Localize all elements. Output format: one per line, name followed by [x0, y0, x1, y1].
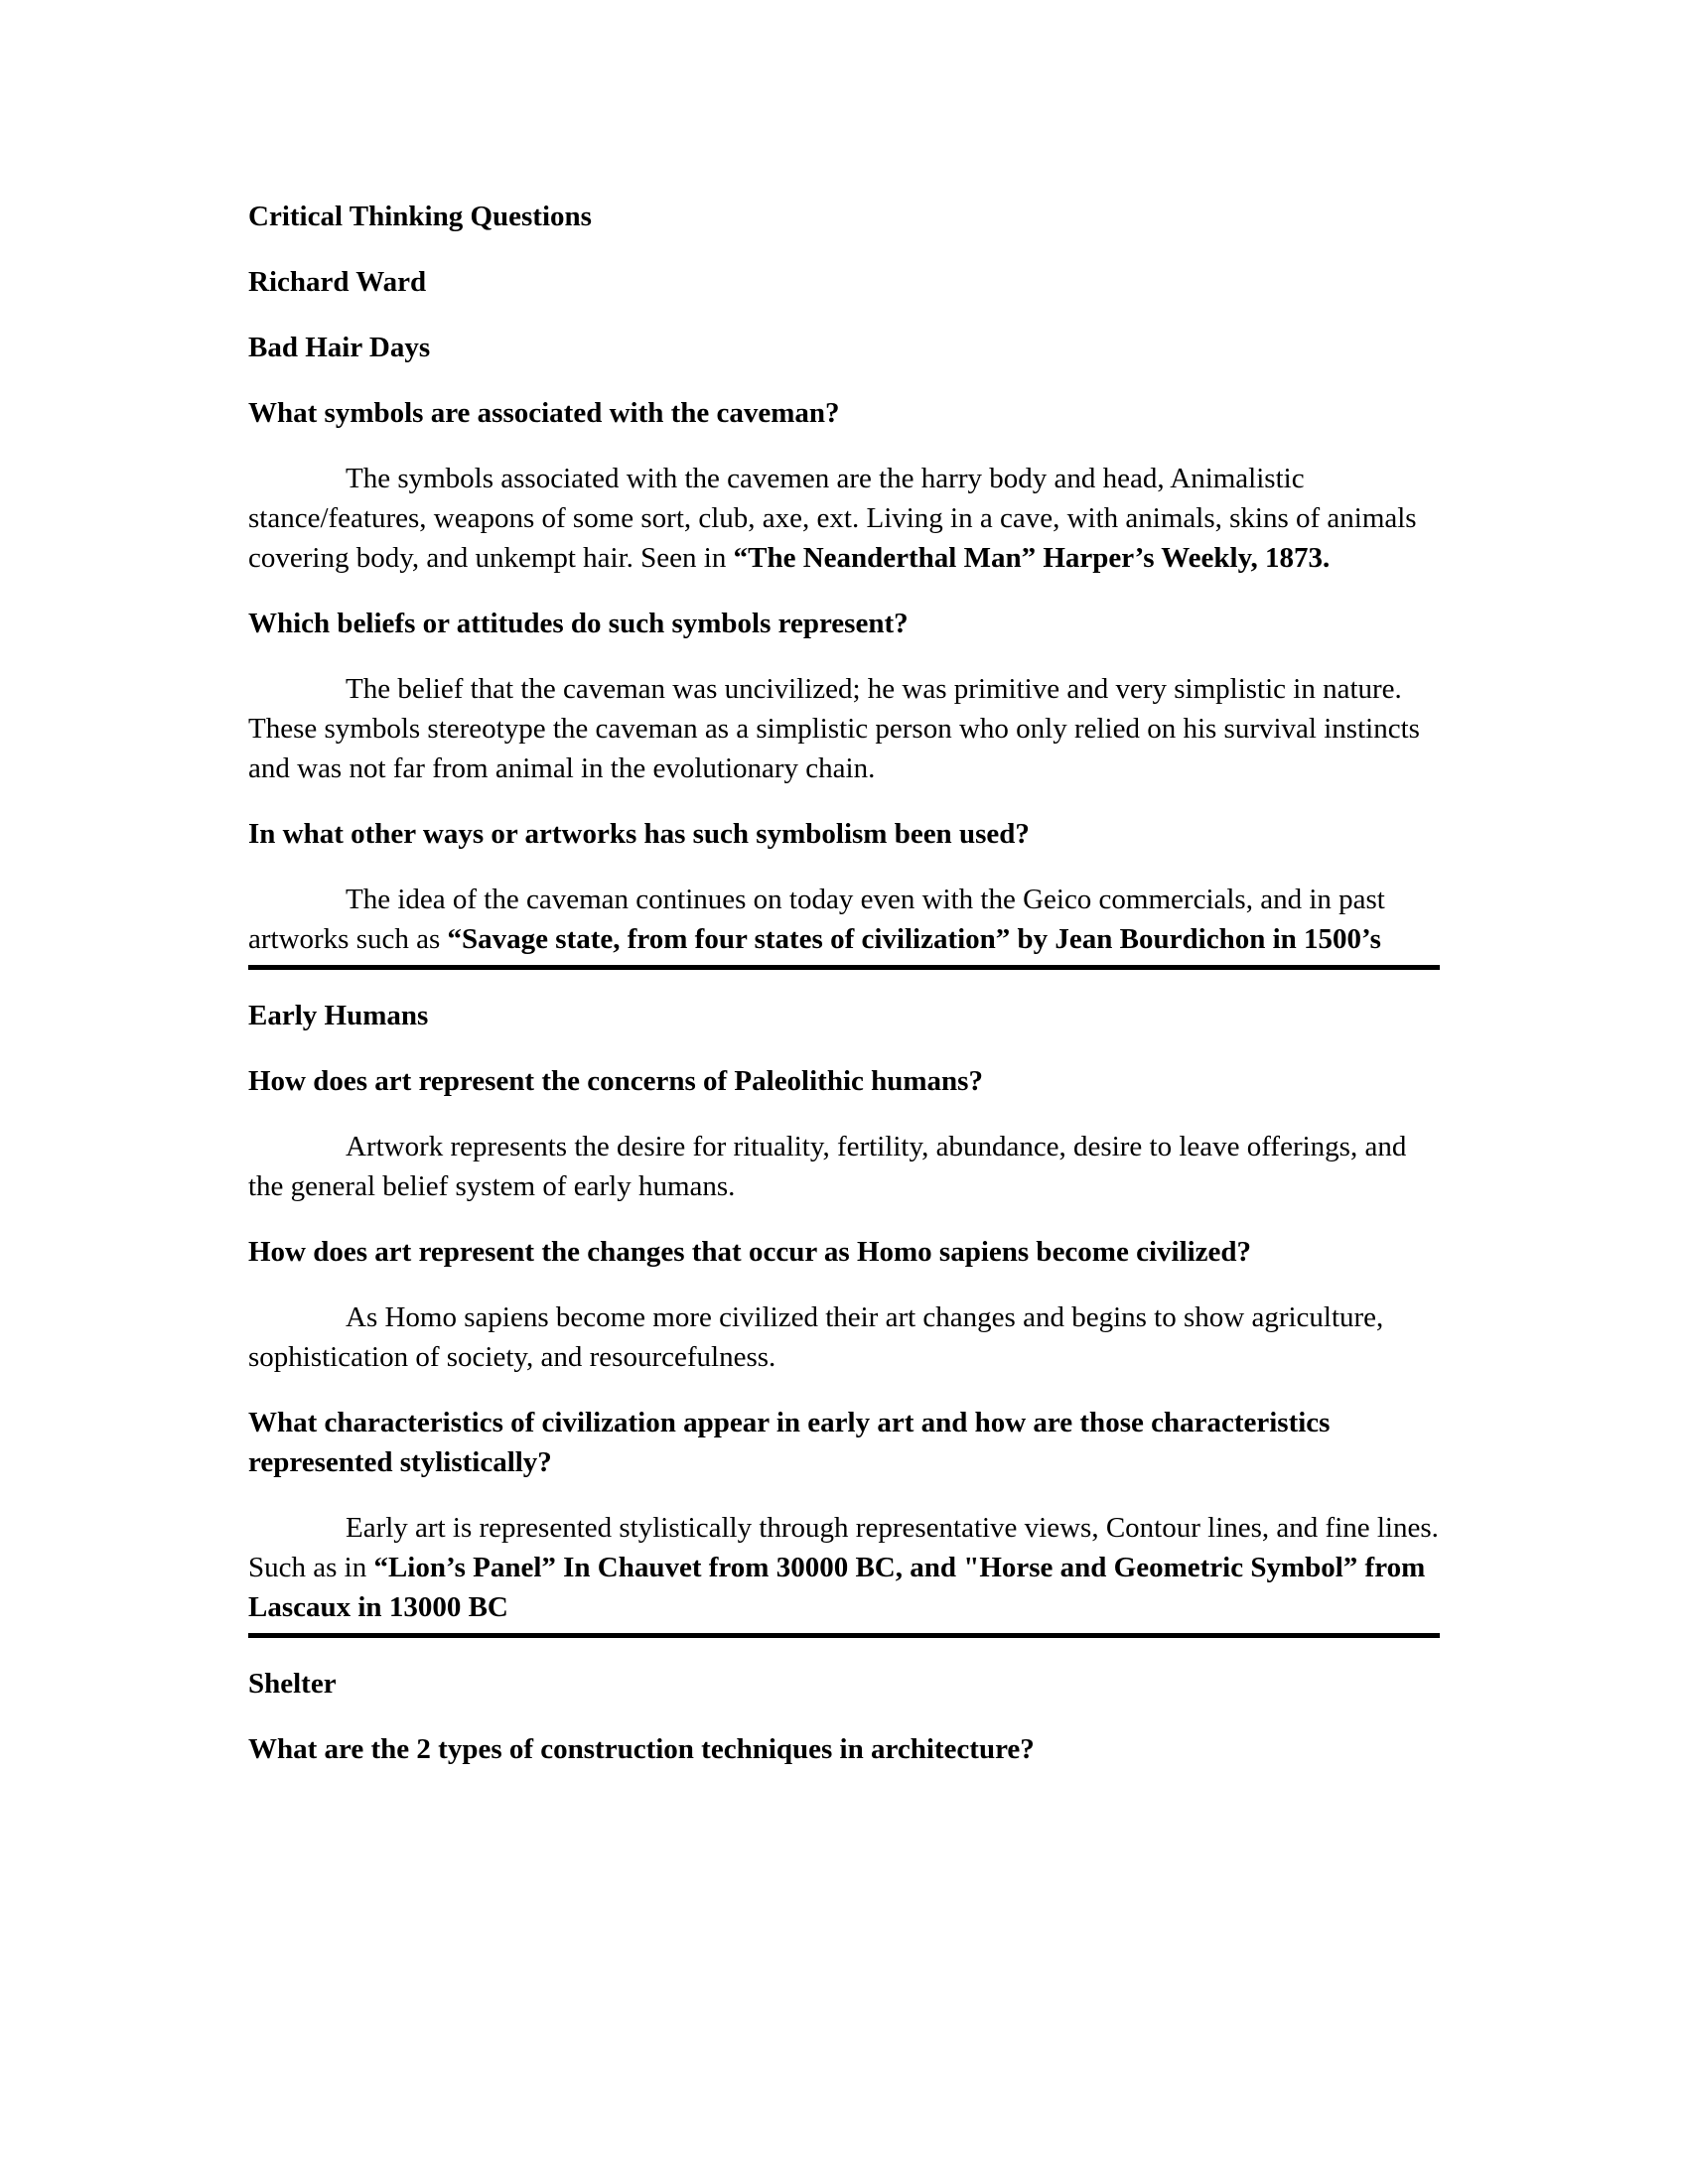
section-2-question-3: What characteristics of civilization appear in early art and how are those characteristics represented stylistically? [248, 1407, 1331, 1478]
section-1-answer-3-citation: “Savage state, from four states of civilization” by Jean Bourdichon in 1500’s [447, 923, 1381, 955]
section-1-question-2: Which beliefs or attitudes do such symbols represent? [248, 608, 909, 639]
section-1-answer-1-text: The symbols associated with the cavemen are the harry body and head, Animalistic stance/features, weapons of some sort, club, axe, ext. Living in a cave, with animals, skins of animals covering body, and unkempt hair. Seen in [248, 463, 1417, 574]
section-1-heading: Bad Hair Days [248, 332, 431, 363]
section-2-answer-3-with-divider [248, 1508, 1440, 1638]
section-2-question-1: How does art represent the concerns of Paleolithic humans? [248, 1065, 983, 1097]
section-3-heading: Shelter [248, 1668, 337, 1700]
section-1-answer-3-text: The idea of the caveman continues on today even with the Geico commercials, and in past artworks such as [248, 884, 1385, 955]
section-1-question-3: In what other ways or artworks has such symbolism been used? [248, 818, 1030, 850]
section-2-answer-1-text: Artwork represents the desire for rituality, fertility, abundance, desire to leave offerings, and the general belief system of early humans. [248, 1131, 1407, 1202]
section-1-answer-1 [248, 459, 1440, 578]
section-2-answer-2 [248, 1297, 1440, 1377]
section-3-question-1: What are the 2 types of construction techniques in architecture? [248, 1733, 1035, 1765]
section-2-answer-2-text: As Homo sapiens become more civilized their art changes and begins to show agriculture, sophistication of society, and resourcefulness. [248, 1301, 1384, 1373]
section-1-answer-2 [248, 669, 1440, 788]
section-2-answer-3-text: Early art is represented stylistically through representative views, Contour lines, and fine lines. Such as in [248, 1512, 1439, 1583]
section-2-question-2: How does art represent the changes that occur as Homo sapiens become civilized? [248, 1236, 1252, 1268]
section-1-answer-3-with-divider [248, 880, 1440, 970]
section-2-heading: Early Humans [248, 1000, 429, 1031]
section-2-answer-1 [248, 1127, 1440, 1206]
section-2-answer-3-citation: “Lion’s Panel” In Chauvet from 30000 BC, and "Horse and Geometric Symbol” from Lascaux in 13000 BC [248, 1552, 1426, 1623]
author-name: Richard Ward [248, 266, 427, 298]
section-1-question-1: What symbols are associated with the caveman? [248, 397, 840, 429]
section-1-answer-2-text: The belief that the caveman was uncivilized; he was primitive and very simplistic in nature. These symbols stereotype the caveman as a simplistic person who only relied on his survival instincts and was not far from animal in the evolutionary chain. [248, 673, 1420, 784]
doc-title: Critical Thinking Questions [248, 201, 592, 232]
section-1-answer-1-citation: “The Neanderthal Man” Harper’s Weekly, 1873. [733, 542, 1331, 574]
